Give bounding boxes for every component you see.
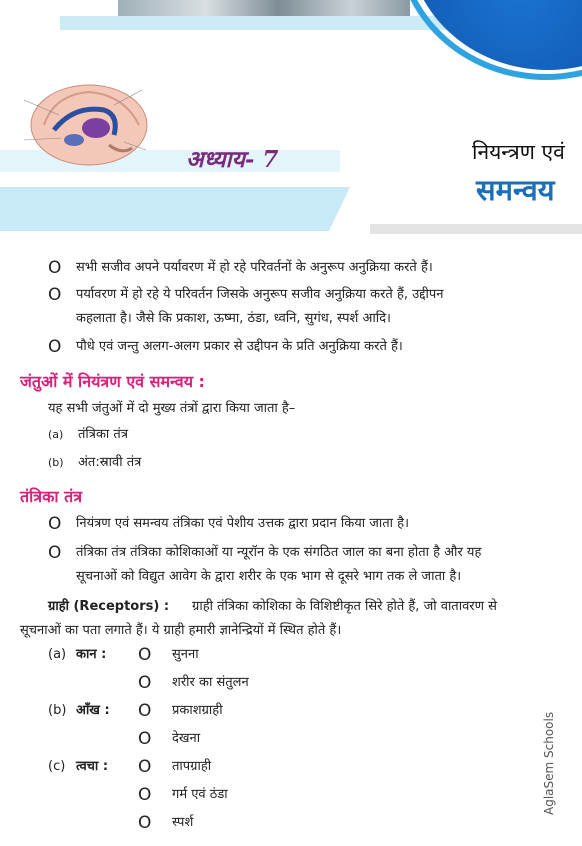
bullet-icon: O xyxy=(48,337,62,357)
item-endocrine-system: अंत:स्रावी तंत्र xyxy=(78,455,142,470)
nervous-point-2-cont: सूचनाओं को विद्युत आवेग के द्वारा शरीर के एक भाग से दूसरे भाग तक ले जाता है। xyxy=(76,569,462,584)
bullet-icon: O xyxy=(138,673,152,693)
organ-label-a: (a) xyxy=(48,647,67,662)
bullet-icon: O xyxy=(48,514,62,534)
watermark: AglaSem Schools xyxy=(542,711,556,815)
organ-skin: त्वचा : xyxy=(76,759,109,774)
header-band xyxy=(0,187,350,231)
item-nervous-system: तंत्रिका तंत्र xyxy=(78,427,129,442)
organ-eye-item: देखना xyxy=(172,731,201,746)
receptor-text-1: ग्राही तंत्रिका कोशिका के विशिष्टीकृत सिरे होते हैं, जो वातावरण से xyxy=(192,599,497,614)
organ-skin-item: तापग्राही xyxy=(172,759,212,774)
intro-point-1: सभी सजीव अपने पर्यावरण में हो रहे परिवर्तनों के अनुरूप अनुक्रिया करते हैं। xyxy=(76,260,433,275)
intro-point-2-cont: कहलाता है। जैसे कि प्रकाश, ऊष्मा, ठंडा, ध्वनि, सुगंध, स्पर्श आदि। xyxy=(76,311,391,326)
receptor-text-2: सूचनाओं का पता लगाते हैं। ये ग्राही हमारी ज्ञानेन्द्रियों में स्थित होते हैं। xyxy=(20,623,342,638)
item-label-a: (a) xyxy=(48,428,64,441)
title-underline xyxy=(370,224,582,234)
organ-eye-item: प्रकाशग्राही xyxy=(172,703,223,718)
organ-skin-item: गर्म एवं ठंडा xyxy=(172,787,228,802)
brain-illustration xyxy=(14,70,154,170)
bullet-icon: O xyxy=(138,813,152,833)
bullet-icon: O xyxy=(48,258,62,278)
intro-point-3: पौधे एवं जन्तु अलग-अलग प्रकार से उद्दीपन के प्रति अनुक्रिया करते हैं। xyxy=(76,339,403,354)
organ-ear-item: शरीर का संतुलन xyxy=(172,675,249,690)
item-label-b: (b) xyxy=(48,456,64,469)
intro-point-2: पर्यावरण में हो रहे ये परिवर्तन जिसके अनुरूप सजीव अनुक्रिया करते हैं, उद्दीपन xyxy=(76,287,444,302)
bullet-icon: O xyxy=(138,701,152,721)
bullet-icon: O xyxy=(138,729,152,749)
chapter-title-line1: नियन्त्रण एवं xyxy=(472,140,565,164)
nervous-point-1: नियंत्रण एवं समन्वय तंत्रिका एवं पेशीय उत्तक द्वारा प्रदान किया जाता है। xyxy=(76,516,410,531)
organ-label-b: (b) xyxy=(48,703,67,718)
organ-skin-item: स्पर्श xyxy=(172,815,194,830)
organ-eye: आँख : xyxy=(76,703,110,718)
receptor-term: ग्राही (Receptors) : xyxy=(48,599,170,614)
section1-text: यह सभी जंतुओं में दो मुख्य तंत्रों द्वारा किया जाता है– xyxy=(48,401,296,416)
nervous-point-2: तंत्रिका तंत्र तंत्रिका कोशिकाओं या न्यूरॉन के एक संगठित जाल का बना होता है और यह xyxy=(76,545,482,560)
bullet-icon: O xyxy=(48,285,62,305)
banner-photo xyxy=(118,0,410,17)
organ-label-c: (c) xyxy=(48,759,66,774)
chapter-title-line2: समन्वय xyxy=(476,173,555,207)
chapter-number: अध्याय- 7 xyxy=(186,146,279,173)
bullet-icon: O xyxy=(138,645,152,665)
section-heading-nervous: तंत्रिका तंत्र xyxy=(20,487,83,506)
organ-ear: कान : xyxy=(76,647,107,662)
organ-ear-item: सुनना xyxy=(172,647,199,662)
bullet-icon: O xyxy=(48,543,62,563)
section-heading-control: जंतुओं में नियंत्रण एवं समन्वय : xyxy=(20,372,205,391)
decorative-circle xyxy=(408,0,582,70)
bullet-icon: O xyxy=(138,757,152,777)
bullet-icon: O xyxy=(138,785,152,805)
